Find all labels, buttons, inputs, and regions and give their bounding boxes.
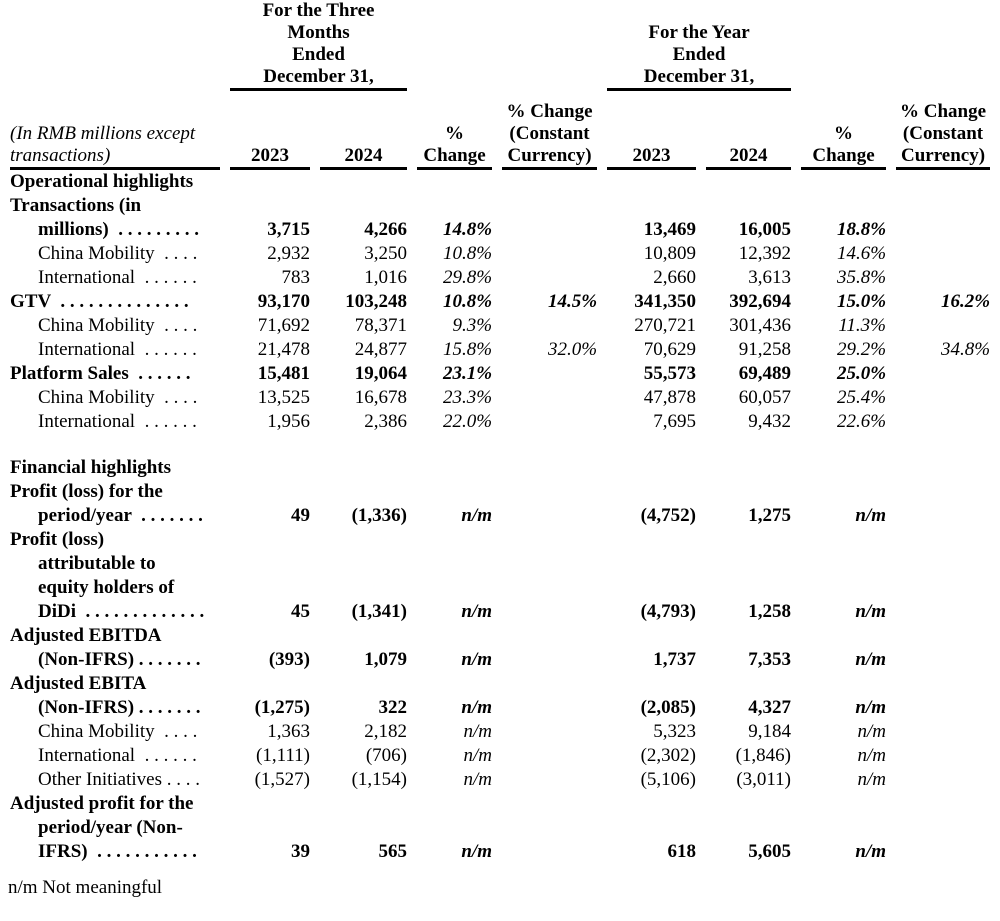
value-cell: (4,752) — [640, 505, 697, 526]
value-cell: 22.6% — [836, 411, 887, 432]
value-cell: 10.8% — [442, 243, 493, 264]
value-cell: n/m — [463, 745, 493, 766]
value-cell: 19,064 — [354, 363, 408, 384]
value-cell — [230, 170, 310, 194]
value-cell — [896, 768, 990, 792]
value-cell: 16.2% — [940, 291, 991, 312]
row-label: Other Initiatives . . . . — [38, 769, 200, 790]
value-cell: 13,469 — [643, 219, 697, 240]
value-cell: 10,809 — [643, 243, 697, 264]
row-label: Profit (loss) attributable to equity holders of DiDi . . . . . . . . . . . . . — [10, 529, 205, 622]
value-cell: 12,392 — [738, 243, 792, 264]
table-row-profit-loss-period — [10, 480, 990, 528]
value-cell: 91,258 — [738, 339, 792, 360]
row-label: Profit (loss) for the period/year . . . . . . . — [10, 481, 203, 526]
value-cell: (1,846) — [735, 745, 792, 766]
value-cell — [896, 672, 990, 720]
value-cell: 1,363 — [267, 721, 310, 742]
row-label: Adjusted profit for the period/year (Non- IFRS) . . . . . . . . . . . — [10, 793, 197, 862]
value-cell — [502, 720, 597, 744]
value-cell: n/m — [463, 769, 493, 790]
value-cell — [320, 456, 407, 480]
value-cell: 565 — [378, 841, 408, 862]
value-cell: 21,478 — [257, 339, 310, 360]
period-header-spacer — [10, 0, 220, 91]
value-cell — [417, 456, 492, 480]
value-cell — [896, 170, 990, 194]
column-header-fy-pct-change-cc: % Change (Constant Currency) — [896, 91, 990, 170]
value-cell: 301,436 — [729, 315, 792, 336]
row-label: China Mobility . . . . — [38, 387, 198, 408]
value-cell: (3,011) — [736, 769, 792, 790]
value-cell — [502, 170, 597, 194]
value-cell: 2,660 — [653, 267, 697, 288]
value-cell: 1,737 — [653, 649, 697, 670]
table-row-gtv — [10, 290, 990, 314]
value-cell: 15.0% — [836, 291, 887, 312]
value-cell: n/m — [461, 649, 493, 670]
column-header-q-pct-change: % Change — [417, 91, 492, 170]
value-cell: 70,629 — [643, 339, 697, 360]
value-cell: n/m — [461, 697, 493, 718]
period-header-spacer — [502, 0, 597, 91]
value-cell: 93,170 — [257, 291, 310, 312]
value-cell: n/m — [857, 769, 887, 790]
value-cell: 3,613 — [748, 267, 792, 288]
value-cell: n/m — [855, 649, 887, 670]
value-cell — [896, 720, 990, 744]
value-cell: 1,275 — [748, 505, 792, 526]
value-cell — [607, 170, 696, 194]
row-label: Operational highlights — [10, 171, 194, 192]
value-cell: 23.1% — [442, 363, 493, 384]
value-cell: (2,302) — [640, 745, 697, 766]
table-row-financial-highlights — [10, 456, 990, 480]
value-cell: 15,481 — [257, 363, 310, 384]
value-cell: 24,877 — [354, 339, 408, 360]
value-cell: n/m — [855, 697, 887, 718]
value-cell — [607, 456, 696, 480]
value-cell: 78,371 — [354, 315, 408, 336]
row-label: Transactions (in millions) . . . . . . . . . — [10, 195, 199, 240]
value-cell — [896, 624, 990, 672]
column-header-fy-2024: 2024 — [706, 91, 791, 170]
value-cell: 16,678 — [354, 387, 408, 408]
value-cell: 25.0% — [836, 363, 887, 384]
value-cell: 60,057 — [738, 387, 792, 408]
row-label: China Mobility . . . . — [38, 243, 198, 264]
row-label: Adjusted EBITDA (Non-IFRS) . . . . . . . — [10, 625, 201, 670]
table-row-platform-sales — [10, 362, 990, 386]
value-cell — [896, 410, 990, 434]
value-cell: 15.8% — [442, 339, 493, 360]
value-cell — [896, 314, 990, 338]
value-cell: n/m — [855, 505, 887, 526]
value-cell: 1,016 — [364, 267, 408, 288]
value-cell: n/m — [463, 721, 493, 742]
table-row-ebita-china-mobility — [10, 720, 990, 744]
value-cell: 7,695 — [653, 411, 697, 432]
value-cell — [417, 170, 492, 194]
value-cell — [502, 266, 597, 290]
value-cell — [801, 170, 886, 194]
value-cell — [706, 456, 791, 480]
value-cell — [896, 362, 990, 386]
footnote: n/m Not meaningful — [8, 877, 163, 898]
value-cell: 49 — [291, 505, 310, 526]
row-label: China Mobility . . . . — [38, 315, 198, 336]
value-cell: 5,605 — [748, 841, 792, 862]
value-cell: 5,323 — [653, 721, 697, 742]
value-cell: 23.3% — [442, 387, 493, 408]
value-cell: 22.0% — [442, 411, 493, 432]
period-header-spacer — [801, 0, 886, 91]
table-row-ebita-international — [10, 744, 990, 768]
value-cell: 7,353 — [748, 649, 792, 670]
value-cell — [896, 242, 990, 266]
period-header-spacer — [417, 0, 492, 91]
value-cell — [502, 314, 597, 338]
table-row-platform-sales-international — [10, 410, 990, 434]
value-cell: 3,715 — [267, 219, 310, 240]
value-cell: (1,336) — [351, 505, 408, 526]
value-cell — [896, 528, 990, 624]
value-cell: 14.5% — [547, 291, 598, 312]
value-cell — [502, 242, 597, 266]
value-cell — [801, 456, 886, 480]
value-cell: (1,275) — [254, 697, 310, 718]
row-label: International . . . . . . — [38, 745, 197, 766]
period-header-spacer — [896, 0, 990, 91]
value-cell: n/m — [857, 721, 887, 742]
table-row-transactions-international — [10, 266, 990, 290]
row-label: Financial highlights — [10, 457, 172, 478]
column-header-fy-pct-change: % Change — [801, 91, 886, 170]
value-cell: 2,386 — [364, 411, 408, 432]
value-cell — [896, 386, 990, 410]
value-cell — [502, 410, 597, 434]
table-body — [10, 170, 990, 864]
row-label: Platform Sales . . . . . . — [10, 363, 191, 384]
value-cell: 69,489 — [738, 363, 792, 384]
table-row-adjusted-profit — [10, 792, 990, 864]
section-spacer — [10, 434, 990, 456]
table-row-operational-highlights — [10, 170, 990, 194]
value-cell: 14.8% — [442, 219, 493, 240]
value-cell: n/m — [461, 601, 493, 622]
table-row-transactions-china-mobility — [10, 242, 990, 266]
row-label: GTV . . . . . . . . . . . . . . — [10, 291, 189, 312]
table-row-profit-loss-equity-holders — [10, 528, 990, 624]
value-cell: n/m — [461, 505, 493, 526]
row-label: Adjusted EBITA (Non-IFRS) . . . . . . . — [10, 673, 201, 718]
value-cell — [502, 362, 597, 386]
value-cell: 4,266 — [364, 219, 408, 240]
value-cell: 29.8% — [442, 267, 493, 288]
value-cell: n/m — [461, 841, 493, 862]
column-header-q-2024: 2024 — [320, 91, 407, 170]
value-cell: 2,932 — [267, 243, 310, 264]
value-cell: 14.6% — [836, 243, 887, 264]
units-note: (In RMB millions except transactions) — [10, 91, 220, 170]
value-cell: 47,878 — [643, 387, 697, 408]
three-months-period-header: For the Three Months Ended December 31, — [230, 0, 407, 91]
value-cell — [502, 624, 597, 672]
value-cell — [320, 170, 407, 194]
value-cell: 392,694 — [729, 291, 792, 312]
value-cell: 34.8% — [940, 339, 991, 360]
value-cell — [502, 744, 597, 768]
value-cell: 11.3% — [838, 315, 887, 336]
table-row-gtv-china-mobility — [10, 314, 990, 338]
value-cell — [502, 672, 597, 720]
value-cell: (2,085) — [640, 697, 697, 718]
value-cell — [502, 386, 597, 410]
value-cell: 13,525 — [257, 387, 310, 408]
value-cell: 10.8% — [442, 291, 493, 312]
value-cell — [896, 744, 990, 768]
value-cell: 341,350 — [634, 291, 697, 312]
value-cell: 1,079 — [364, 649, 408, 670]
value-cell: 103,248 — [345, 291, 408, 312]
value-cell: 618 — [667, 841, 697, 862]
table-row-adjusted-ebita — [10, 672, 990, 720]
value-cell: 9,184 — [748, 721, 792, 742]
value-cell — [502, 194, 597, 242]
value-cell: 4,327 — [748, 697, 792, 718]
value-cell: 29.2% — [836, 339, 887, 360]
row-label: International . . . . . . — [38, 411, 197, 432]
column-header-q-pct-change-cc: % Change (Constant Currency) — [502, 91, 597, 170]
value-cell: 9.3% — [452, 315, 493, 336]
value-cell: 45 — [291, 601, 310, 622]
value-cell: (1,341) — [351, 601, 408, 622]
row-label: International . . . . . . — [38, 339, 197, 360]
value-cell: (706) — [365, 745, 408, 766]
table-row-adjusted-ebitda — [10, 624, 990, 672]
value-cell: 270,721 — [634, 315, 697, 336]
table-row-transactions — [10, 194, 990, 242]
value-cell: 783 — [281, 267, 310, 288]
value-cell: 322 — [378, 697, 408, 718]
value-cell: 39 — [291, 841, 310, 862]
table-row-section-gap — [10, 434, 990, 456]
value-cell: n/m — [855, 841, 887, 862]
value-cell — [896, 480, 990, 528]
period-header-row — [10, 0, 990, 91]
value-cell: (393) — [268, 649, 310, 670]
value-cell — [896, 266, 990, 290]
table-row-gtv-international — [10, 338, 990, 362]
value-cell — [502, 792, 597, 864]
value-cell — [502, 456, 597, 480]
value-cell: 18.8% — [836, 219, 887, 240]
value-cell: n/m — [855, 601, 887, 622]
value-cell — [502, 528, 597, 624]
value-cell: 1,258 — [748, 601, 792, 622]
value-cell — [896, 194, 990, 242]
value-cell: 55,573 — [643, 363, 697, 384]
value-cell: 1,956 — [267, 411, 310, 432]
row-label: China Mobility . . . . — [38, 721, 198, 742]
value-cell: (1,111) — [256, 745, 310, 766]
value-cell: 32.0% — [547, 339, 598, 360]
value-cell: n/m — [857, 745, 887, 766]
value-cell — [502, 480, 597, 528]
value-cell: 25.4% — [836, 387, 887, 408]
value-cell: 9,432 — [748, 411, 792, 432]
value-cell: 3,250 — [364, 243, 408, 264]
full-year-period-header: For the Year Ended December 31, — [607, 0, 791, 91]
value-cell: 71,692 — [257, 315, 310, 336]
row-label: International . . . . . . — [38, 267, 197, 288]
value-cell — [706, 170, 791, 194]
value-cell: 2,182 — [364, 721, 408, 742]
column-header-q-2023: 2023 — [230, 91, 310, 170]
column-header-fy-2023: 2023 — [607, 91, 696, 170]
value-cell: (1,154) — [351, 769, 408, 790]
value-cell: (5,106) — [640, 769, 697, 790]
value-cell — [502, 768, 597, 792]
value-cell — [230, 456, 310, 480]
table-row-ebita-other-initiatives — [10, 768, 990, 792]
value-cell: 35.8% — [836, 267, 887, 288]
column-header-row — [10, 91, 990, 170]
value-cell: (1,527) — [254, 769, 310, 790]
value-cell: 16,005 — [738, 219, 792, 240]
value-cell — [896, 456, 990, 480]
table-row-platform-sales-china-mobility — [10, 386, 990, 410]
value-cell: (4,793) — [640, 601, 697, 622]
value-cell — [896, 792, 990, 864]
